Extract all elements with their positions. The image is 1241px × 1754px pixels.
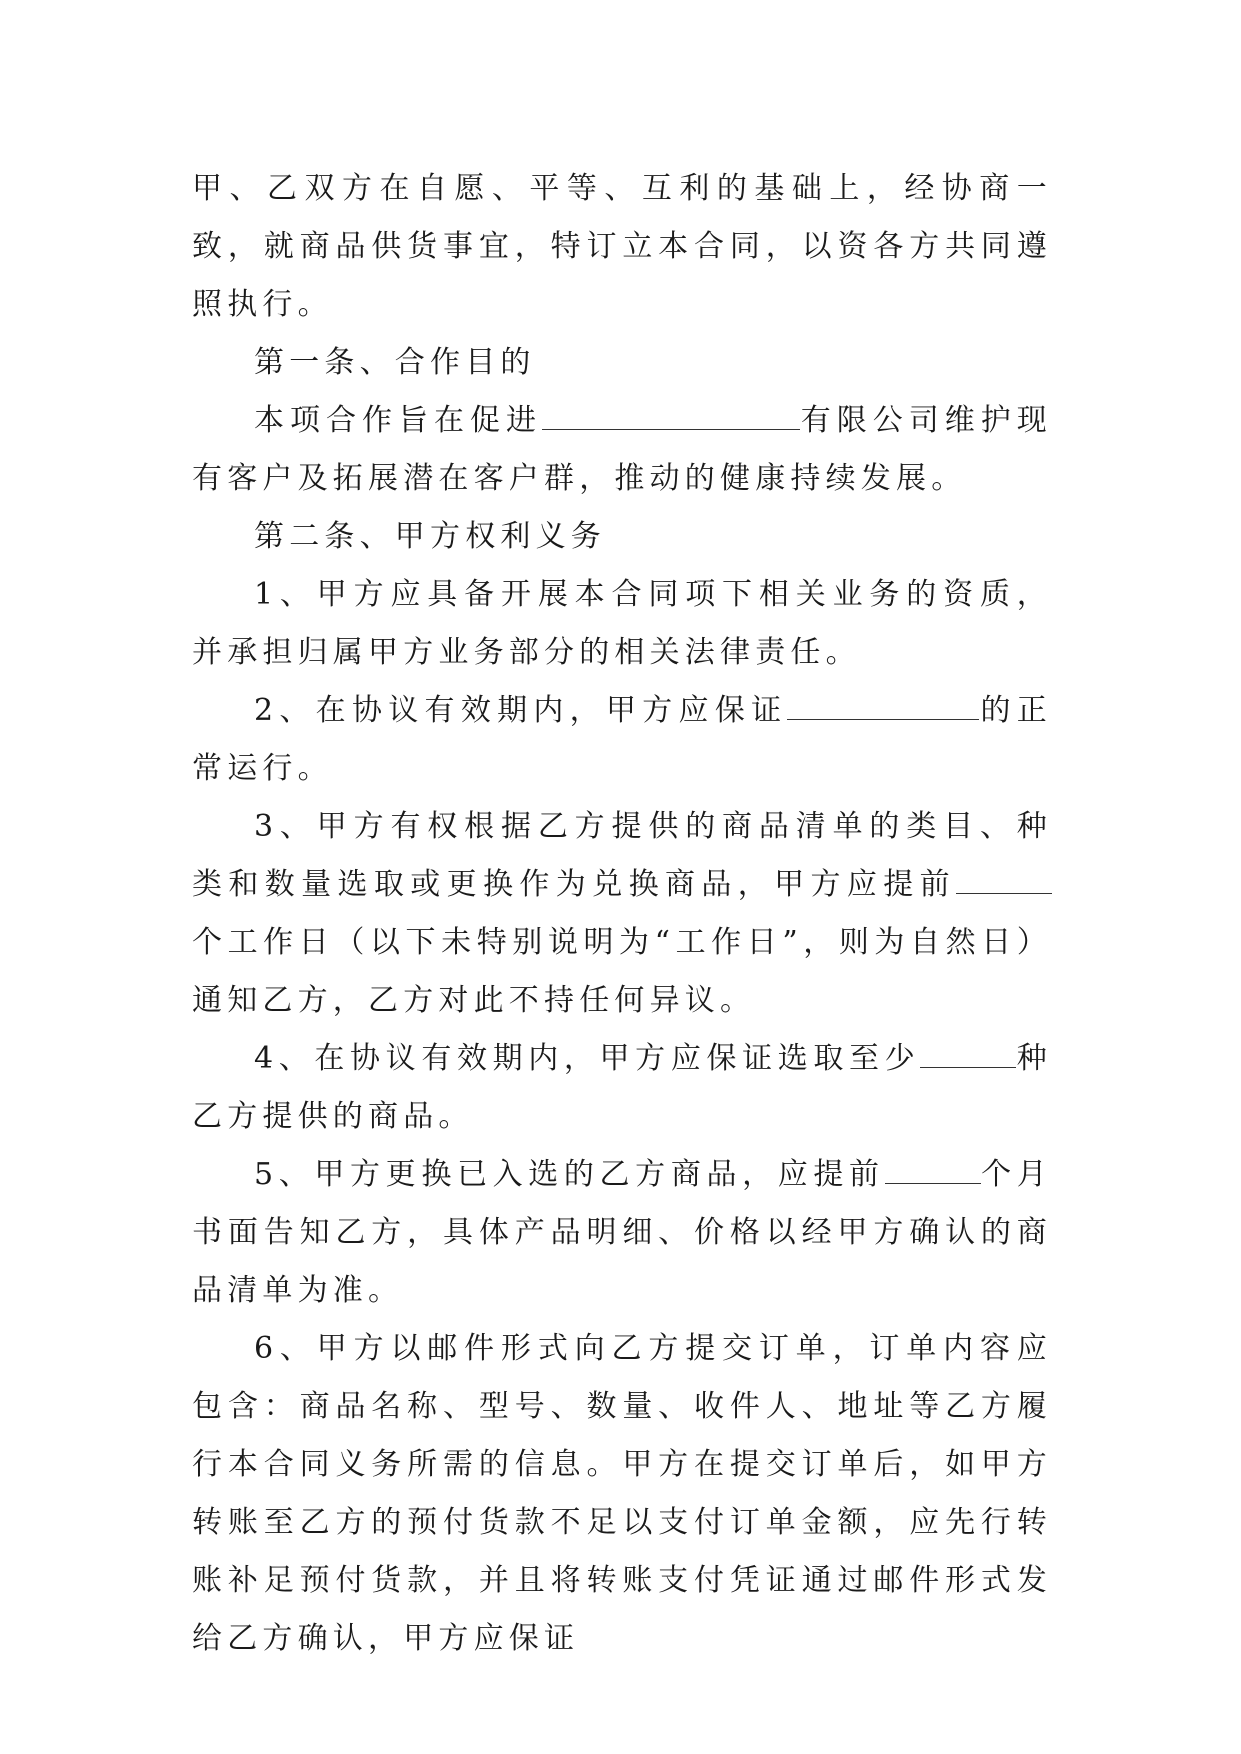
paragraph-text: 本项合作旨在促进: [254, 403, 542, 438]
clause-3: [192, 798, 1052, 1030]
fill-in-blank-working-days[interactable]: [956, 867, 1052, 894]
heading-text: 第一条、合作目的: [254, 345, 536, 380]
paragraph-text: 4、在协议有效期内，甲方应保证选取至少: [254, 1041, 921, 1076]
document-body: [192, 160, 1052, 1668]
heading-text: 第二条、甲方权利义务: [254, 519, 606, 554]
clause-1: [192, 566, 1052, 682]
article-2-heading: [192, 508, 1052, 566]
article-1-body: [192, 392, 1052, 508]
paragraph-text: 2、在协议有效期内，甲方应保证: [254, 693, 788, 728]
clause-5: [192, 1146, 1052, 1320]
paragraph-preamble: [192, 160, 1052, 334]
paragraph-text: 的正常运行。: [192, 693, 1052, 786]
fill-in-blank-product-count[interactable]: [920, 1041, 1016, 1068]
paragraph-text: 个工作日（以下未特别说明为“工作日”，则为自然日）通知乙方，乙方对此不持任何异议。: [192, 925, 1052, 1018]
fill-in-blank-months[interactable]: [885, 1157, 981, 1184]
clause-2: [192, 682, 1052, 798]
article-1-heading: [192, 334, 1052, 392]
paragraph-text: 6、甲方以邮件形式向乙方提交订单，订单内容应包含：商品名称、型号、数量、收件人、地址等乙方履行本合同义务所需的信息。甲方在提交订单后，如甲方转账至乙方的预付货款不足以支付订单金额，应先行转账补足预付货款，并且将转账支付凭证通过邮件形式发给乙方确认，甲方应保证: [192, 1331, 1052, 1656]
paragraph-text: 个月书面告知乙方，具体产品明细、价格以经甲方确认的商品清单为准。: [192, 1157, 1052, 1308]
paragraph-text: 甲、乙双方在自愿、平等、互利的基础上，经协商一致，就商品供货事宜，特订立本合同，以资各方共同遵照执行。: [192, 171, 1052, 322]
paragraph-text: 3、甲方有权根据乙方提供的商品清单的类目、种类和数量选取或更换作为兑换商品，甲方应提前: [192, 809, 1052, 902]
paragraph-text: 1、甲方应具备开展本合同项下相关业务的资质，并承担归属甲方业务部分的相关法律责任。: [192, 577, 1052, 670]
clause-6: [192, 1320, 1052, 1668]
fill-in-blank-system[interactable]: [787, 693, 979, 720]
clause-4: [192, 1030, 1052, 1146]
paragraph-text: 有限公司维护现有客户及拓展潜在客户群，推动的健康持续发展。: [192, 403, 1052, 496]
fill-in-blank-company[interactable]: [542, 403, 800, 430]
paragraph-text: 5、甲方更换已入选的乙方商品，应提前: [254, 1157, 885, 1192]
paragraph-text: 种乙方提供的商品。: [192, 1041, 1053, 1134]
